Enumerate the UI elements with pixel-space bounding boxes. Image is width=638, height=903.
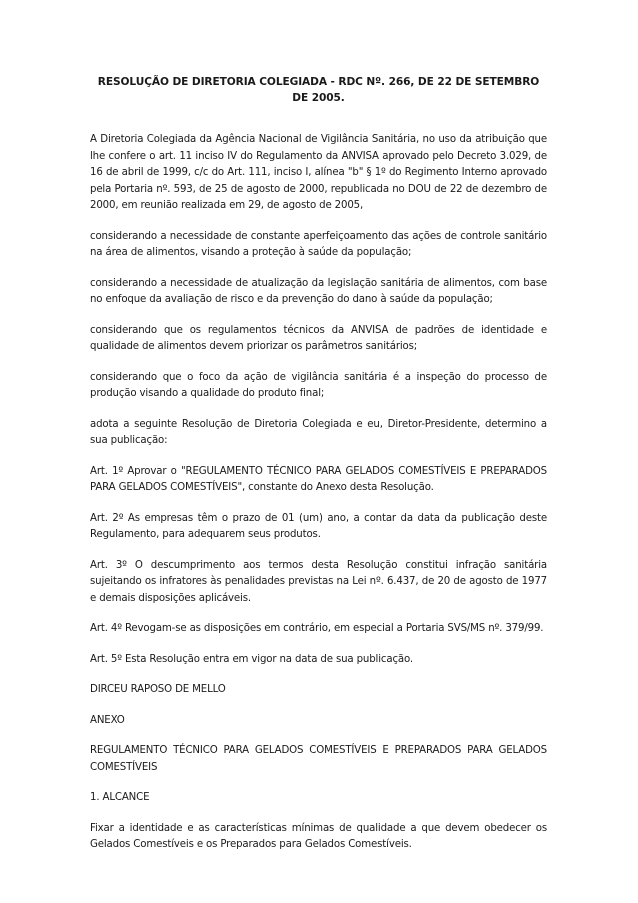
article-2: Art. 2º As empresas têm o prazo de 01 (um) ano, a contar da data da publicação deste Regulamento, para adequarem seus produtos. [90, 512, 547, 540]
article-3: Art. 3º O descumprimento aos termos desta Resolução constitui infração sanitária sujeitando os infratores às penalidades previstas na Lei nº. 6.437, de 20 de agosto de 1977 e demais disposições aplicáveis. [90, 559, 547, 604]
regulation-title: REGULAMENTO TÉCNICO PARA GELADOS COMESTÍVEIS E PREPARADOS PARA GELADOS COMESTÍVEIS [90, 745, 547, 773]
article-5: Art. 5º Esta Resolução entra em vigor na data de sua publicação. [90, 653, 413, 665]
scope-paragraph: Fixar a identidade e as características mínimas de qualidade a que devem obedecer os Gelados Comestíveis e os Preparados para Gelados Comestíveis. [90, 822, 547, 850]
considering-paragraph-1: considerando a necessidade de constante aperfeiçoamento das ações de controle sanitário na área de alimentos, visando a proteção à saúde da população; [90, 230, 547, 258]
annex-heading: ANEXO [90, 714, 125, 726]
section-heading-scope: 1. ALCANCE [90, 792, 150, 803]
article-4: Art. 4º Revogam-se as disposições em contrário, em especial a Portaria SVS/MS nº. 379/99. [90, 623, 544, 634]
article-1: Art. 1º Aprovar o "REGULAMENTO TÉCNICO PARA GELADOS COMESTÍVEIS E PREPARADOS PARA GELADOS COMESTÍVEIS", constante do Anexo desta Resolução. [90, 465, 547, 493]
considering-paragraph-4: considerando que o foco da ação de vigilância sanitária é a inspeção do processo de produção visando a qualidade do produto final; [90, 371, 547, 399]
adoption-paragraph: adota a seguinte Resolução de Diretoria Colegiada e eu, Diretor-Presidente, determino a sua publicação: [90, 418, 547, 446]
considering-paragraph-3: considerando que os regulamentos técnicos da ANVISA de padrões de identidade e qualidade de alimentos devem priorizar os parâmetros sanitários; [90, 324, 547, 352]
considering-paragraph-2: considerando a necessidade de atualização da legislação sanitária de alimentos, com base no enfoque da avaliação de risco e da prevenção do dano à saúde da população; [90, 277, 547, 305]
signatory-name: DIRCEU RAPOSO DE MELLO [90, 684, 226, 695]
preamble-paragraph: A Diretoria Colegiada da Agência Nacional de Vigilância Sanitária, no uso da atribuição que lhe confere o art. 11 inciso IV do Regulamento da ANVISA aprovado pelo Decreto 3.029, de 16 de abril de 1999, c/c do Art. 111, inciso I, alínea "b" § 1º do Regimento Interno aprovado pela Portaria nº. 593, de 25 de agosto de 2000, republicada no DOU de 22 de dezembro de 2000, em reunião realizada em 29, de agosto de 2005, [90, 134, 547, 211]
document-title: RESOLUÇÃO DE DIRETORIA COLEGIADA - RDC Nº. 266, DE 22 DE SETEMBRO DE 2005. [97, 76, 540, 104]
document-page [90, 74, 547, 868]
